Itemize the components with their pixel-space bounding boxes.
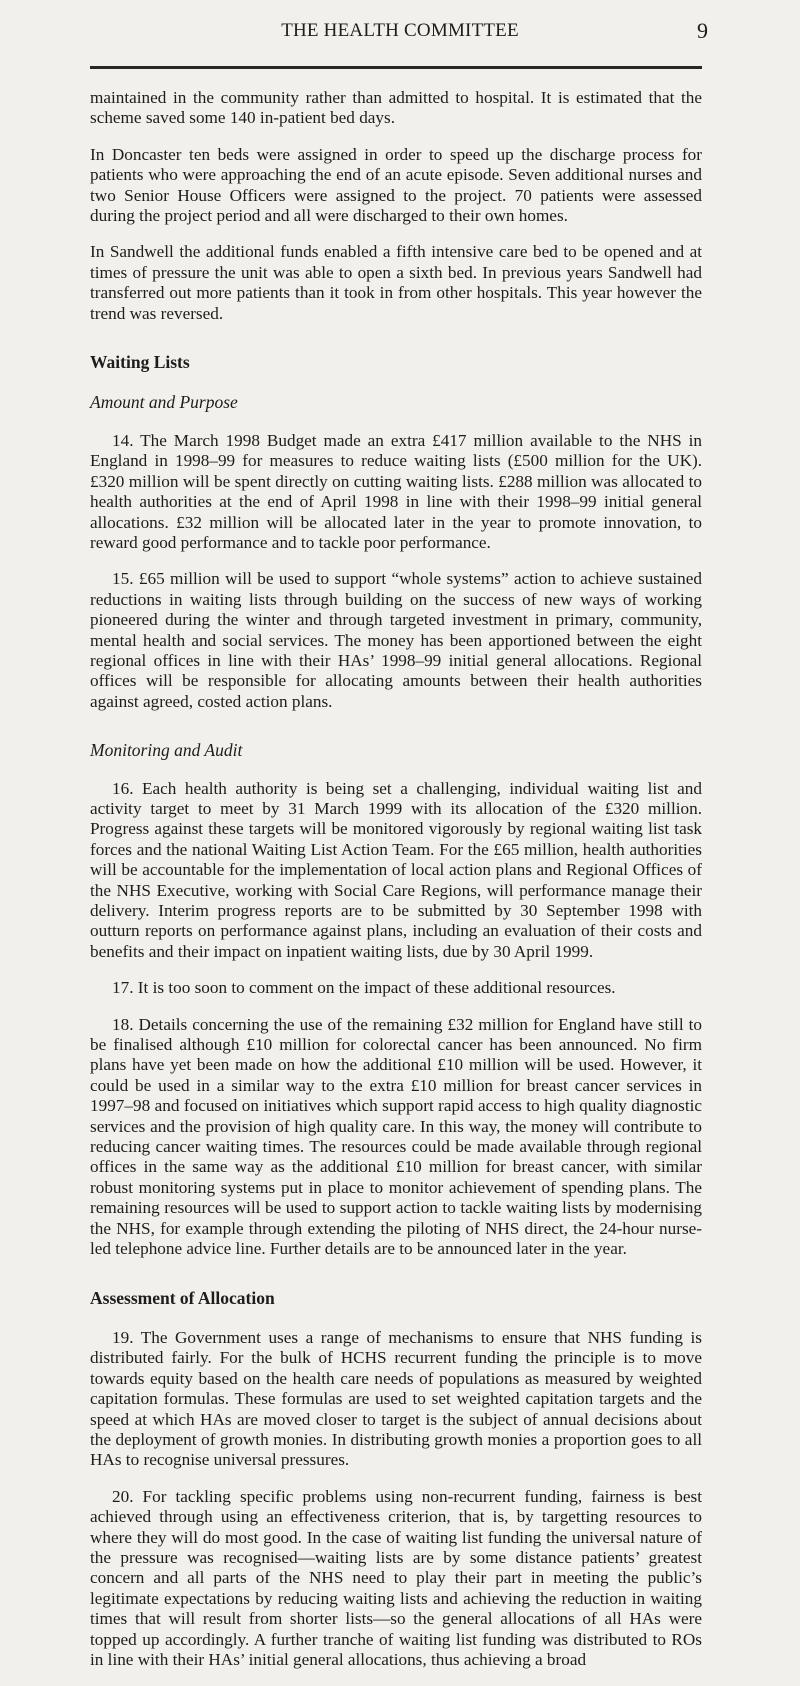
paragraph-doncaster: In Doncaster ten beds were assigned in order to speed up the discharge process for patients who were approaching the end of an acute episode. Seven additional nurses and two Senior House Officers were assigned to the project. 70 patients were assessed during the project period and all were discharged to their own homes. <box>90 144 702 226</box>
paragraph-20: 20. For tackling specific problems using non-recurrent funding, fairness is best achieved through using an effectiveness criterion, that is, by targetting resources to where they will do most good. In the case of waiting list funding the universal nature of the pressure was recognised—waiting lists are by some distance patients’ greatest concern and all parts of the NHS need to play their part in meeting the public’s legitimate expectations by reducing waiting lists and achieving the reduction in waiting times that will result from shorter lists—so the general allocations of all HAs were topped up accordingly. A further tranche of waiting list funding was distributed to ROs in line with their HAs’ initial general allocations, thus achieving a broad <box>90 1486 702 1669</box>
paragraph-16: 16. Each health authority is being set a challenging, individual waiting list and activity target to meet by 31 March 1999 with its allocation of the £320 million. Progress against these targets will be monitored vigorously by regional waiting list task forces and the national Waiting List Action Team. For the £65 million, health authorities will be accountable for the implementation of local action plans and Regional Offices of the NHS Executive, working with Social Care Regions, will performance manage their delivery. Interim progress reports are to be submitted by 30 September 1998 with outturn reports on performance against plans, including an evaluation of their costs and benefits and their impact on inpatient waiting lists, due by 30 April 1999. <box>90 778 702 961</box>
paragraph-19: 19. The Government uses a range of mechanisms to ensure that NHS funding is distributed fairly. For the bulk of HCHS recurrent funding the principle is to move towards equity based on the health care needs of populations as measured by weighted capitation formulas. These formulas are used to set weighted capitation targets and the speed at which HAs are moved closer to target is the subject of annual decisions about the deployment of growth monies. In distributing growth monies a proportion goes to all HAs to recognise universal pressures. <box>90 1327 702 1470</box>
running-header <box>0 14 800 42</box>
heading-assessment-allocation: Assessment of Allocation <box>90 1287 275 1308</box>
paragraph-18: 18. Details concerning the use of the remaining £32 million for England have still to be finalised although £10 million for colorectal cancer has been announced. No firm plans have yet been made on how the additional £10 million will be used. However, it could be used in a similar way to the extra £10 million for breast cancer services in 1997–98 and focused on initiatives which support rapid access to high quality diagnostic services and the provision of high quality care. In this way, the money will contribute to reducing cancer waiting times. The resources could be made available through regional offices in the same way as the additional £10 million for breast cancer, with similar robust monitoring systems put in place to monitor achievement of spending plans. The remaining resources will be used to support action to tackle waiting lists by modernising the NHS, for example through extending the piloting of NHS direct, the 24-hour nurse-led telephone advice line. Further details are to be announced later in the year. <box>90 1014 702 1259</box>
paragraph-sandwell: In Sandwell the additional funds enabled a fifth intensive care bed to be opened and at times of pressure the unit was able to open a sixth bed. In previous years Sandwell had transferred out more patients than it took in from other hospitals. This year however the trend was reversed. <box>90 242 702 323</box>
paragraph-15: 15. £65 million will be used to support “whole systems” action to achieve sustained reductions in waiting lists through building on the success of new ways of working pioneered during the winter and through targeted investment in primary, community, mental health and social services. The money has been apportioned between the eight regional offices in line with their HAs’ 1998–99 initial general allocations. Regional offices will be responsible for allocating amounts between their health authorities against agreed, costed action plans. <box>90 569 702 711</box>
page-number: 9 <box>697 18 708 43</box>
paragraph-14: 14. The March 1998 Budget made an extra £417 million available to the NHS in England in 1998–99 for measures to reduce waiting lists (£500 million for the UK). £320 million will be spent directly on cutting waiting lists. £288 million was allocated to health authorities at the end of April 1998 in line with their 1998–99 initial general allocations. £32 million will be allocated later in the year to promote innovation, to reward good performance and to tackle poor performance. <box>90 430 702 552</box>
header-rule <box>90 66 702 69</box>
subheading-monitoring-audit: Monitoring and Audit <box>90 740 243 761</box>
subheading-amount-purpose: Amount and Purpose <box>90 392 238 413</box>
body-text <box>90 88 702 1686</box>
running-title: THE HEALTH COMMITTEE <box>281 20 519 41</box>
paragraph-continuation: maintained in the community rather than admitted to hospital. It is estimated that the scheme saved some 140 in-patient bed days. <box>90 88 702 128</box>
heading-waiting-lists: Waiting Lists <box>90 352 190 373</box>
paragraph-17: 17. It is too soon to comment on the impact of these additional resources. <box>112 978 616 998</box>
